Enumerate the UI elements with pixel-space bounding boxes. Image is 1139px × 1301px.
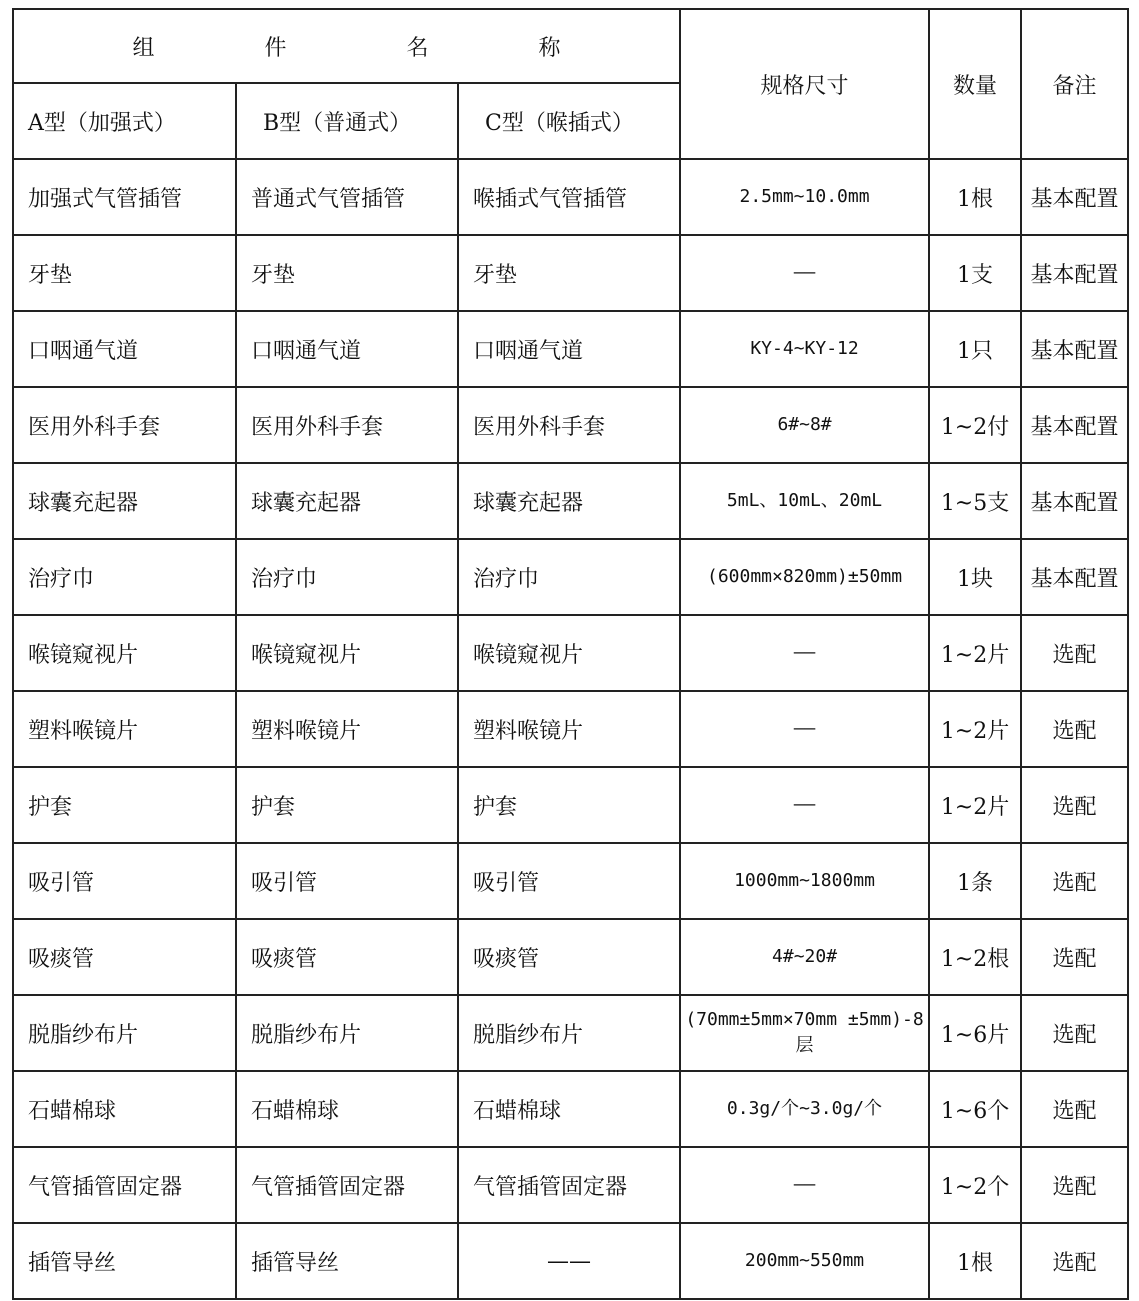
- table-row: [13, 311, 1128, 387]
- type-b-cell: 吸引管: [236, 843, 458, 919]
- table-row: [13, 235, 1128, 311]
- type-a-cell: 插管导丝: [13, 1223, 236, 1299]
- qty-header: 数量: [929, 9, 1021, 159]
- table-row: [13, 691, 1128, 767]
- type-c-cell: 脱脂纱布片: [458, 995, 680, 1071]
- type-b-cell: 喉镜窥视片: [236, 615, 458, 691]
- table-row: [13, 843, 1128, 919]
- qty-cell: 1~2片: [929, 691, 1021, 767]
- spec-cell: 0.3g/个~3.0g/个: [680, 1071, 929, 1147]
- type-b-cell: 气管插管固定器: [236, 1147, 458, 1223]
- type-a-cell: 吸痰管: [13, 919, 236, 995]
- type-a-cell: 脱脂纱布片: [13, 995, 236, 1071]
- type-a-cell: 吸引管: [13, 843, 236, 919]
- qty-cell: 1只: [929, 311, 1021, 387]
- spec-cell: KY-4~KY-12: [680, 311, 929, 387]
- note-cell: 选配: [1021, 919, 1128, 995]
- note-cell: 选配: [1021, 767, 1128, 843]
- type-a-cell: 护套: [13, 767, 236, 843]
- component-table: [12, 8, 1129, 1300]
- qty-cell: 1~2个: [929, 1147, 1021, 1223]
- qty-cell: 1块: [929, 539, 1021, 615]
- type-a-cell: 医用外科手套: [13, 387, 236, 463]
- table-body: [13, 159, 1128, 1299]
- qty-cell: 1~6片: [929, 995, 1021, 1071]
- type-b-cell: 吸痰管: [236, 919, 458, 995]
- type-b-cell: 口咽通气道: [236, 311, 458, 387]
- type-c-cell: 治疗巾: [458, 539, 680, 615]
- spec-cell: 6#~8#: [680, 387, 929, 463]
- type-a-cell: 治疗巾: [13, 539, 236, 615]
- type-a-cell: 塑料喉镜片: [13, 691, 236, 767]
- note-cell: 选配: [1021, 1223, 1128, 1299]
- type-b-cell: 普通式气管插管: [236, 159, 458, 235]
- note-cell: 基本配置: [1021, 311, 1128, 387]
- qty-cell: 1~2片: [929, 615, 1021, 691]
- col-b-header: B型（普通式）: [236, 83, 458, 159]
- note-cell: 选配: [1021, 691, 1128, 767]
- type-a-cell: 喉镜窥视片: [13, 615, 236, 691]
- spec-cell: 1000mm~1800mm: [680, 843, 929, 919]
- group-title-char: 件: [264, 35, 287, 61]
- qty-cell: 1根: [929, 1223, 1021, 1299]
- spec-header: 规格尺寸: [680, 9, 929, 159]
- type-b-cell: 牙垫: [236, 235, 458, 311]
- col-a-header: A型（加强式）: [13, 83, 236, 159]
- qty-cell: 1~2付: [929, 387, 1021, 463]
- spec-cell: 2.5mm~10.0mm: [680, 159, 929, 235]
- table-row: [13, 387, 1128, 463]
- note-cell: 选配: [1021, 1147, 1128, 1223]
- qty-cell: 1~2根: [929, 919, 1021, 995]
- type-b-cell: 脱脂纱布片: [236, 995, 458, 1071]
- spec-cell: ——: [680, 615, 929, 691]
- type-c-cell: 医用外科手套: [458, 387, 680, 463]
- note-cell: 选配: [1021, 615, 1128, 691]
- col-c-header: C型（喉插式）: [458, 83, 680, 159]
- spec-cell: ——: [680, 1147, 929, 1223]
- group-title-char: 组: [132, 35, 155, 61]
- note-header: 备注: [1021, 9, 1128, 159]
- table-row: [13, 463, 1128, 539]
- spec-cell: ——: [680, 767, 929, 843]
- type-b-cell: 石蜡棉球: [236, 1071, 458, 1147]
- table-row: [13, 615, 1128, 691]
- qty-cell: 1~6个: [929, 1071, 1021, 1147]
- type-c-cell: 吸引管: [458, 843, 680, 919]
- table-row: [13, 1147, 1128, 1223]
- type-c-cell: 护套: [458, 767, 680, 843]
- type-c-cell: 喉镜窥视片: [458, 615, 680, 691]
- type-c-cell: 球囊充起器: [458, 463, 680, 539]
- note-cell: 选配: [1021, 843, 1128, 919]
- type-a-cell: 牙垫: [13, 235, 236, 311]
- header-row-1: [13, 9, 1128, 83]
- type-a-cell: 石蜡棉球: [13, 1071, 236, 1147]
- type-b-cell: 护套: [236, 767, 458, 843]
- type-c-cell: 喉插式气管插管: [458, 159, 680, 235]
- qty-cell: 1~2片: [929, 767, 1021, 843]
- type-c-cell: 牙垫: [458, 235, 680, 311]
- type-a-cell: 气管插管固定器: [13, 1147, 236, 1223]
- spec-cell: 4#~20#: [680, 919, 929, 995]
- spec-cell: ——: [680, 691, 929, 767]
- component-name-group-header: [13, 9, 680, 83]
- type-a-cell: 球囊充起器: [13, 463, 236, 539]
- spec-cell: (600mm×820mm)±50mm: [680, 539, 929, 615]
- type-b-cell: 插管导丝: [236, 1223, 458, 1299]
- type-c-cell: ——: [458, 1223, 680, 1299]
- spec-cell: 5mL、10mL、20mL: [680, 463, 929, 539]
- note-cell: 基本配置: [1021, 159, 1128, 235]
- note-cell: 选配: [1021, 1071, 1128, 1147]
- qty-cell: 1~5支: [929, 463, 1021, 539]
- qty-cell: 1根: [929, 159, 1021, 235]
- table-row: [13, 767, 1128, 843]
- type-a-cell: 加强式气管插管: [13, 159, 236, 235]
- qty-cell: 1条: [929, 843, 1021, 919]
- table-row: [13, 159, 1128, 235]
- table-row: [13, 919, 1128, 995]
- type-c-cell: 石蜡棉球: [458, 1071, 680, 1147]
- type-a-cell: 口咽通气道: [13, 311, 236, 387]
- table-row: [13, 539, 1128, 615]
- table-row: [13, 1071, 1128, 1147]
- qty-cell: 1支: [929, 235, 1021, 311]
- type-b-cell: 医用外科手套: [236, 387, 458, 463]
- group-title-char: 名: [406, 35, 429, 61]
- note-cell: 基本配置: [1021, 539, 1128, 615]
- note-cell: 选配: [1021, 995, 1128, 1071]
- note-cell: 基本配置: [1021, 235, 1128, 311]
- group-title-char: 称: [538, 35, 561, 61]
- type-b-cell: 塑料喉镜片: [236, 691, 458, 767]
- type-c-cell: 气管插管固定器: [458, 1147, 680, 1223]
- note-cell: 基本配置: [1021, 387, 1128, 463]
- table-row: [13, 995, 1128, 1071]
- type-b-cell: 治疗巾: [236, 539, 458, 615]
- spec-cell: ——: [680, 235, 929, 311]
- table-row: [13, 1223, 1128, 1299]
- type-c-cell: 口咽通气道: [458, 311, 680, 387]
- type-c-cell: 塑料喉镜片: [458, 691, 680, 767]
- spec-cell: 200mm~550mm: [680, 1223, 929, 1299]
- note-cell: 基本配置: [1021, 463, 1128, 539]
- spec-cell: (70mm±5mm×70mm ±5mm)-8层: [680, 995, 929, 1071]
- type-b-cell: 球囊充起器: [236, 463, 458, 539]
- type-c-cell: 吸痰管: [458, 919, 680, 995]
